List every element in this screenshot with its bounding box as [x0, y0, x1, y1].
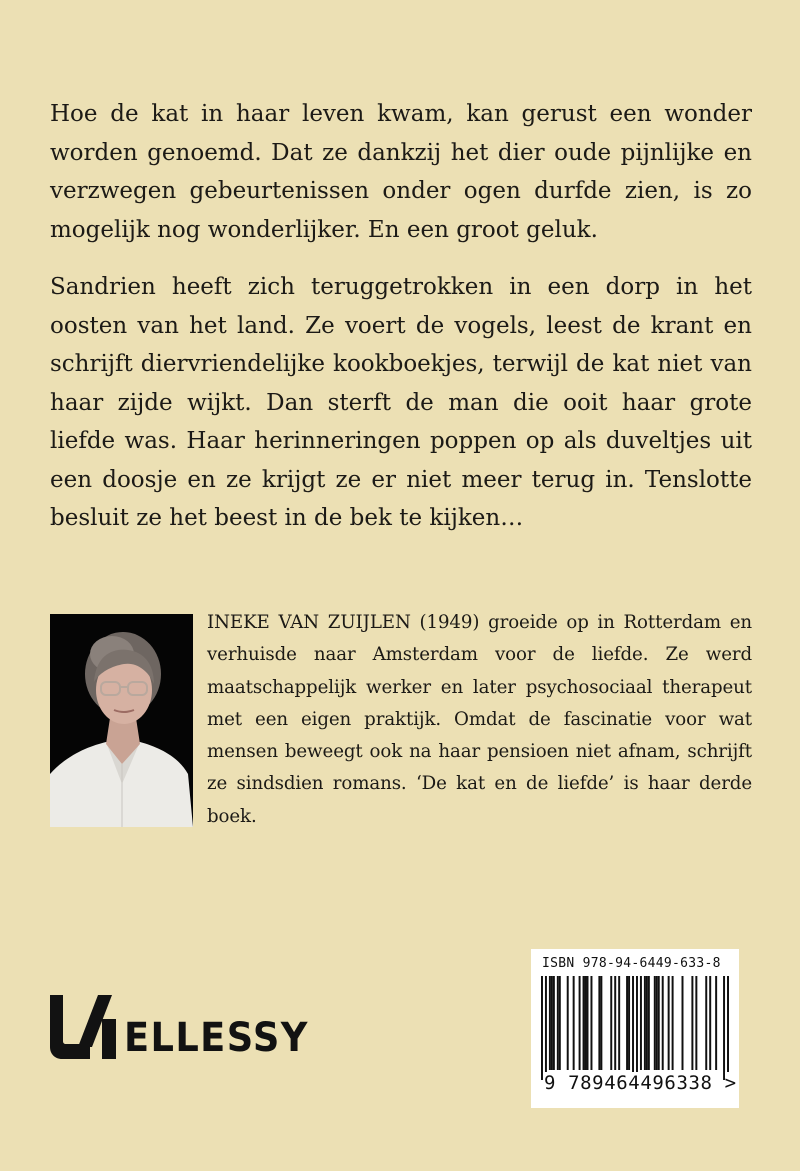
author-photo: [50, 614, 193, 827]
barcode-bar: [632, 976, 634, 1080]
publisher-name: ELLESSY: [124, 1015, 309, 1061]
barcode-bar: [618, 976, 620, 1070]
barcode-bar: [644, 976, 646, 1070]
barcode-bars: [541, 976, 729, 1080]
ean-first-digit: 9: [544, 1072, 557, 1094]
isbn-barcode: [531, 949, 739, 1108]
barcode-bar: [682, 976, 684, 1070]
barcode-bar: [600, 976, 602, 1070]
author-bio: INEKE VAN ZUIJLEN (1949) groeide op in Rotterdam en verhuisde naar Amsterdam voor de liefde. Ze werd maatschappelijk werker en later psychosociaal therapeut met een eigen praktijk. Omdat de fascinatie voor wat mensen beweegt ook na haar pensioen niet afnam, schrijft ze sindsdien romans. ‘De kat en de liefde’ is haar derde boek.: [207, 612, 752, 827]
barcode-bar: [585, 976, 587, 1070]
barcode-bar: [723, 976, 725, 1080]
barcode-bar: [614, 976, 616, 1070]
barcode-bar: [628, 976, 630, 1070]
barcode-bar: [573, 976, 575, 1070]
ean-left-group: 789464: [568, 1072, 641, 1094]
barcode-bar: [646, 976, 648, 1070]
barcode-bar: [658, 976, 660, 1070]
barcode-bar: [662, 976, 664, 1070]
barcode-bar: [551, 976, 553, 1070]
barcode-bar: [559, 976, 561, 1070]
publisher-logo-mark-icon: [50, 995, 118, 1059]
publisher-logo: [50, 995, 309, 1061]
barcode-bar: [541, 976, 543, 1080]
barcode-bar: [715, 976, 717, 1070]
barcode-bar: [695, 976, 697, 1070]
barcode-bar: [567, 976, 569, 1070]
barcode-bar: [610, 976, 612, 1070]
barcode-bar: [691, 976, 693, 1070]
barcode-bar: [636, 976, 638, 1080]
barcode-bar: [626, 976, 628, 1070]
barcode-bar: [553, 976, 555, 1070]
barcode-bar: [727, 976, 729, 1080]
barcode-bar: [583, 976, 585, 1070]
barcode-bar: [654, 976, 656, 1070]
blurb-paragraph-1: Hoe de kat in haar leven kwam, kan gerust een wonder worden genoemd. Dat ze dankzij het dier oude pijnlijke en verzwegen gebeurtenissen onder ogen durfde zien, is zo mogelijk nog wonderlijker. En een groot geluk.: [50, 101, 752, 243]
barcode-bar: [705, 976, 707, 1070]
isbn-label: ISBN 978-94-6449-633-8: [542, 956, 721, 971]
barcode-bar: [709, 976, 711, 1070]
barcode-bar: [549, 976, 551, 1070]
barcode-bar: [656, 976, 658, 1070]
ean-digits: [544, 1072, 737, 1094]
barcode-bar: [579, 976, 581, 1070]
barcode-bar: [640, 976, 642, 1070]
barcode-bar: [668, 976, 670, 1070]
ean-quiet-zone-arrow: >: [724, 1072, 737, 1094]
blurb-paragraph-2: Sandrien heeft zich teruggetrokken in een dorp in het oosten van het land. Ze voert de vogels, leest de krant en schrijft diervriendelijke kookboekjes, terwijl de kat niet van haar zijde wijkt. Dan sterft de man die ooit haar grote liefde was. Haar herinneringen poppen op als duveltjes uit een doosje en ze krijgt ze er niet meer terug in. Tenslotte besluit ze het beest in de bek te kijken…: [50, 274, 752, 531]
barcode-bar: [587, 976, 589, 1070]
barcode-bar: [557, 976, 559, 1070]
barcode-bar: [590, 976, 592, 1070]
barcode-bar: [598, 976, 600, 1070]
barcode-bar: [545, 976, 547, 1080]
ean-right-group: 496338: [640, 1072, 713, 1094]
barcode-bar: [648, 976, 650, 1070]
barcode-bar: [672, 976, 674, 1070]
